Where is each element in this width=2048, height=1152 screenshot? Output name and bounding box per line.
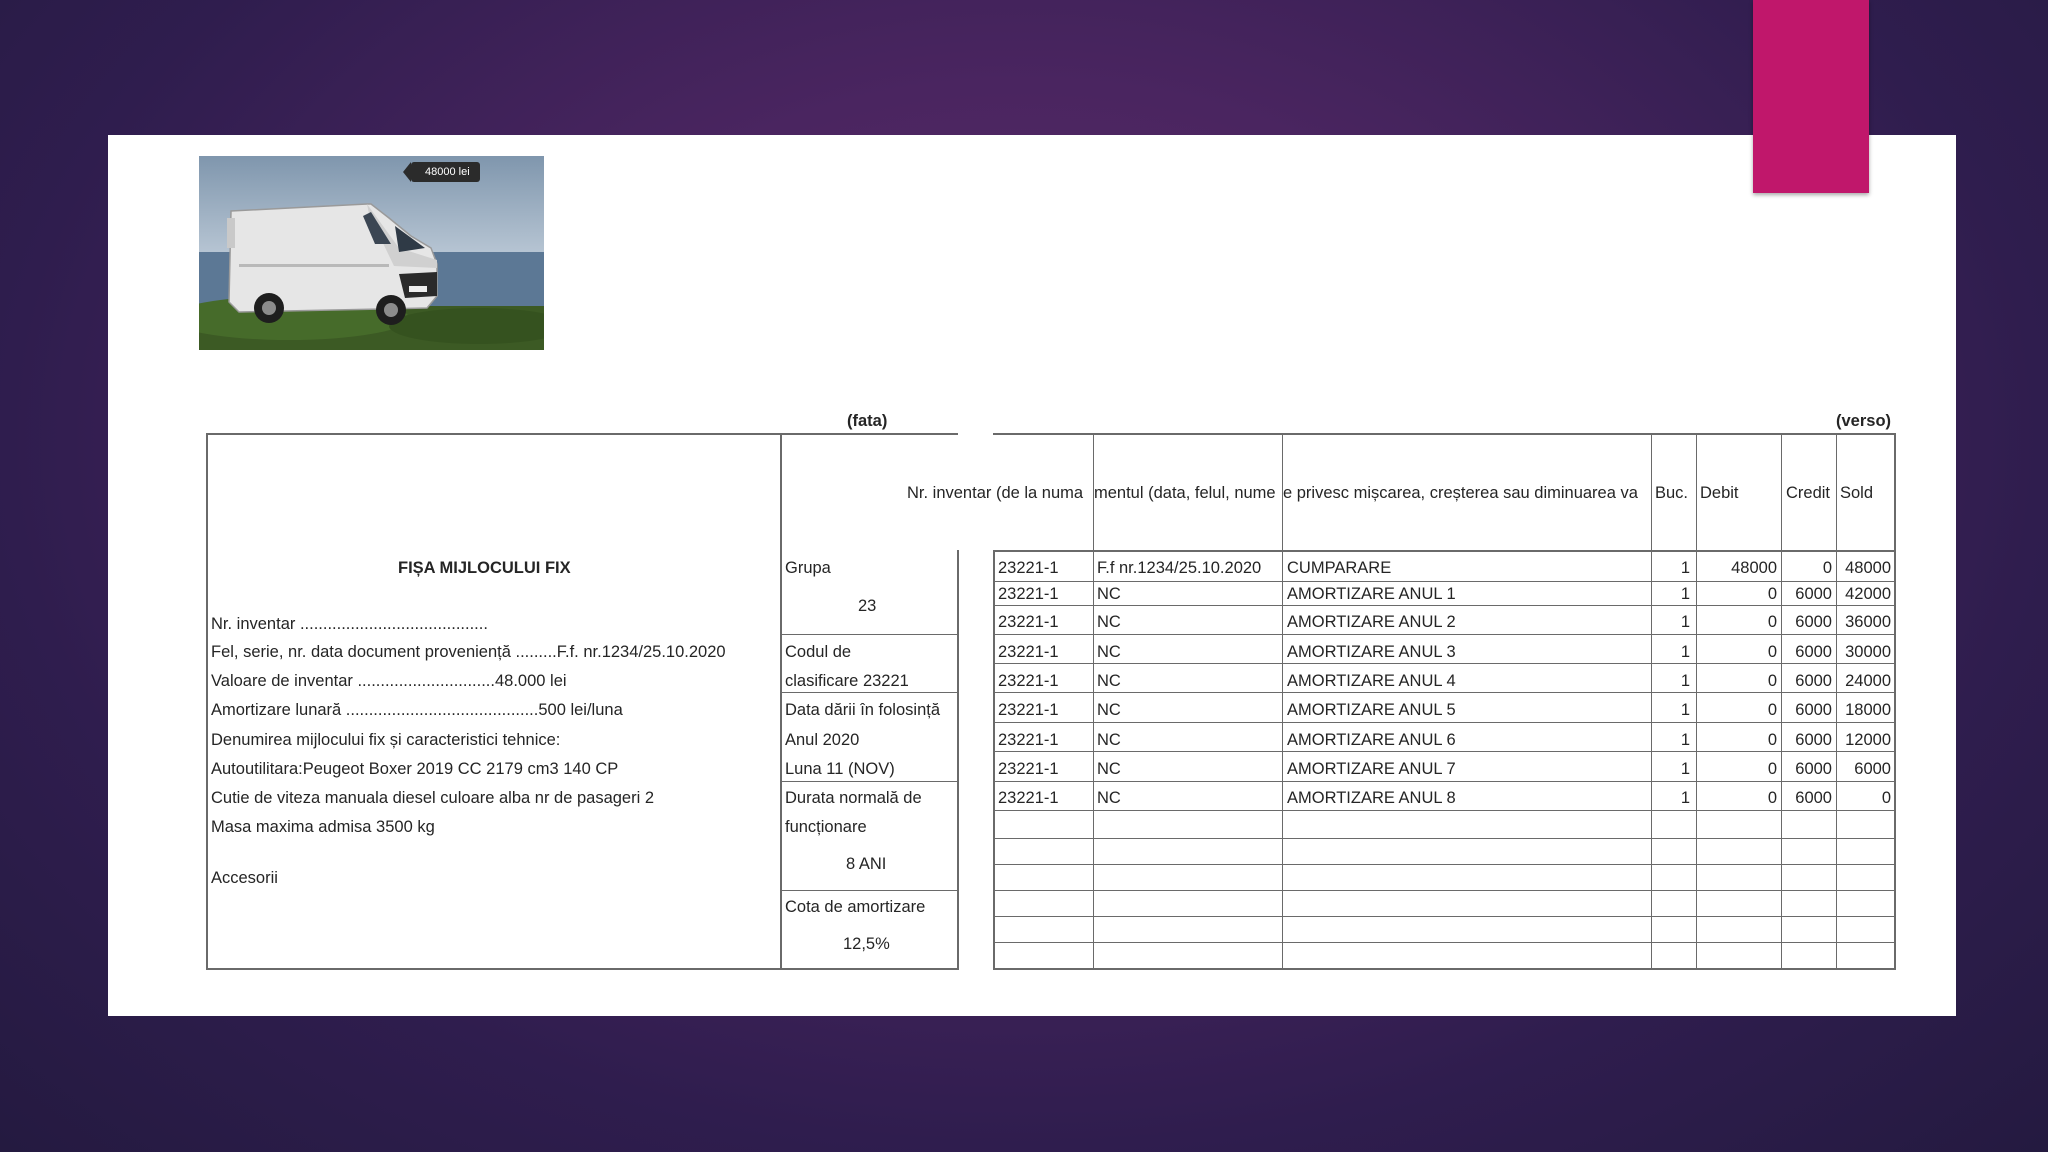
cell-credit: 6000 bbox=[1795, 760, 1832, 778]
price-tag: 48000 lei bbox=[411, 162, 480, 182]
cell-sold: 42000 bbox=[1845, 585, 1891, 603]
cell-description: AMORTIZARE ANUL 6 bbox=[1287, 731, 1456, 749]
cell-nr-inventar: 23221-1 bbox=[998, 643, 1059, 661]
cell-sold: 24000 bbox=[1845, 672, 1891, 690]
header-description: e privesc mișcarea, creșterea sau diminuarea va bbox=[1283, 484, 1638, 502]
cell-credit: 0 bbox=[1822, 559, 1832, 577]
cell-debit: 0 bbox=[1767, 613, 1777, 631]
cell-debit: 48000 bbox=[1731, 559, 1777, 577]
durata-label-2: funcționare bbox=[785, 818, 867, 836]
monthly-amortization-line: Amortizare lunară ..........................................500 lei/luna bbox=[211, 701, 623, 719]
cell-sold: 30000 bbox=[1845, 643, 1891, 661]
verso-label: (verso) bbox=[1836, 412, 1892, 430]
cell-description: AMORTIZARE ANUL 8 bbox=[1287, 789, 1456, 807]
cell-description: AMORTIZARE ANUL 7 bbox=[1287, 760, 1456, 778]
cell-sold: 48000 bbox=[1845, 559, 1891, 577]
sheet-title: FIȘA MIJLOCULUI FIX bbox=[398, 559, 571, 577]
cell-sold: 6000 bbox=[1854, 760, 1891, 778]
cell-document: NC bbox=[1097, 643, 1121, 661]
grupa-value: 23 bbox=[858, 597, 877, 615]
accesorii-label: Accesorii bbox=[211, 869, 278, 887]
header-document: mentul (data, felul, nume bbox=[1094, 484, 1276, 502]
van-photo bbox=[199, 156, 544, 350]
cell-debit: 0 bbox=[1767, 643, 1777, 661]
cell-nr-inventar: 23221-1 bbox=[998, 585, 1059, 603]
cell-credit: 6000 bbox=[1795, 789, 1832, 807]
cell-sold: 12000 bbox=[1845, 731, 1891, 749]
cell-sold: 36000 bbox=[1845, 613, 1891, 631]
data-folosinta-label: Data dării în folosință bbox=[785, 701, 941, 719]
data-luna-value: Luna 11 (NOV) bbox=[785, 760, 895, 778]
cell-description: AMORTIZARE ANUL 2 bbox=[1287, 613, 1456, 631]
data-an-value: Anul 2020 bbox=[785, 731, 860, 749]
fata-label: (fata) bbox=[847, 412, 888, 430]
header-credit: Credit bbox=[1786, 484, 1831, 502]
cell-sold: 18000 bbox=[1845, 701, 1891, 719]
header-buc: Buc. bbox=[1655, 484, 1689, 502]
cell-credit: 6000 bbox=[1795, 585, 1832, 603]
cell-debit: 0 bbox=[1767, 731, 1777, 749]
cell-description: AMORTIZARE ANUL 3 bbox=[1287, 643, 1456, 661]
vehicle-model-line: Autoutilitara:Peugeot Boxer 2019 CC 2179 cm3 140 CP bbox=[211, 760, 619, 778]
cell-document: NC bbox=[1097, 760, 1121, 778]
cell-document: NC bbox=[1097, 613, 1121, 631]
cell-credit: 6000 bbox=[1795, 701, 1832, 719]
cell-nr-inventar: 23221-1 bbox=[998, 613, 1059, 631]
cell-nr-inventar: 23221-1 bbox=[998, 760, 1059, 778]
cell-sold: 0 bbox=[1881, 789, 1891, 807]
cell-buc: 1 bbox=[1680, 789, 1690, 807]
description-heading: Denumirea mijlocului fix și caracteristici tehnice: bbox=[211, 731, 561, 749]
cell-description: AMORTIZARE ANUL 5 bbox=[1287, 701, 1456, 719]
header-sold: Sold bbox=[1840, 484, 1874, 502]
nr-inventar-line: Nr. inventar ......................................... bbox=[211, 615, 488, 633]
cell-document: NC bbox=[1097, 585, 1121, 603]
cell-debit: 0 bbox=[1767, 672, 1777, 690]
cell-debit: 0 bbox=[1767, 585, 1777, 603]
cell-buc: 1 bbox=[1680, 585, 1690, 603]
vehicle-mass-line: Masa maxima admisa 3500 kg bbox=[211, 818, 435, 836]
document-line: Fel, serie, nr. data document proveniență .........F.f. nr.1234/25.10.2020 bbox=[211, 643, 726, 661]
cell-document: NC bbox=[1097, 789, 1121, 807]
cell-buc: 1 bbox=[1680, 559, 1690, 577]
cell-nr-inventar: 23221-1 bbox=[998, 789, 1059, 807]
cota-value: 12,5% bbox=[843, 935, 890, 953]
header-debit: Debit bbox=[1700, 484, 1739, 502]
cell-buc: 1 bbox=[1680, 643, 1690, 661]
cell-description: AMORTIZARE ANUL 4 bbox=[1287, 672, 1456, 690]
cell-document: F.f nr.1234/25.10.2020 bbox=[1097, 559, 1262, 577]
cell-document: NC bbox=[1097, 672, 1121, 690]
durata-value: 8 ANI bbox=[846, 855, 887, 873]
cell-credit: 6000 bbox=[1795, 731, 1832, 749]
cell-credit: 6000 bbox=[1795, 643, 1832, 661]
cell-buc: 1 bbox=[1680, 701, 1690, 719]
cell-nr-inventar: 23221-1 bbox=[998, 701, 1059, 719]
cell-buc: 1 bbox=[1680, 672, 1690, 690]
cell-document: NC bbox=[1097, 701, 1121, 719]
cod-label-1: Codul de bbox=[785, 643, 852, 661]
inventory-value-line: Valoare de inventar ..............................48.000 lei bbox=[211, 672, 567, 690]
cell-nr-inventar: 23221-1 bbox=[998, 559, 1059, 577]
cell-debit: 0 bbox=[1767, 701, 1777, 719]
cota-label: Cota de amortizare bbox=[785, 898, 926, 916]
accent-decoration bbox=[1753, 0, 1869, 193]
cell-document: NC bbox=[1097, 731, 1121, 749]
cell-debit: 0 bbox=[1767, 789, 1777, 807]
vehicle-specs-line: Cutie de viteza manuala diesel culoare alba nr de pasageri 2 bbox=[211, 789, 655, 807]
cell-buc: 1 bbox=[1680, 731, 1690, 749]
van-image-icon bbox=[199, 156, 544, 350]
cell-nr-inventar: 23221-1 bbox=[998, 672, 1059, 690]
cell-description: CUMPARARE bbox=[1287, 559, 1392, 577]
header-nr-inventar: Nr. inventar (de la numa bbox=[907, 484, 1084, 502]
cell-buc: 1 bbox=[1680, 613, 1690, 631]
cell-buc: 1 bbox=[1680, 760, 1690, 778]
durata-label-1: Durata normală de bbox=[785, 789, 922, 807]
cell-credit: 6000 bbox=[1795, 613, 1832, 631]
cod-label-2: clasificare 23221 bbox=[785, 672, 909, 690]
cell-credit: 6000 bbox=[1795, 672, 1832, 690]
grupa-label: Grupa bbox=[785, 559, 831, 577]
cell-description: AMORTIZARE ANUL 1 bbox=[1287, 585, 1456, 603]
cell-nr-inventar: 23221-1 bbox=[998, 731, 1059, 749]
cell-debit: 0 bbox=[1767, 760, 1777, 778]
